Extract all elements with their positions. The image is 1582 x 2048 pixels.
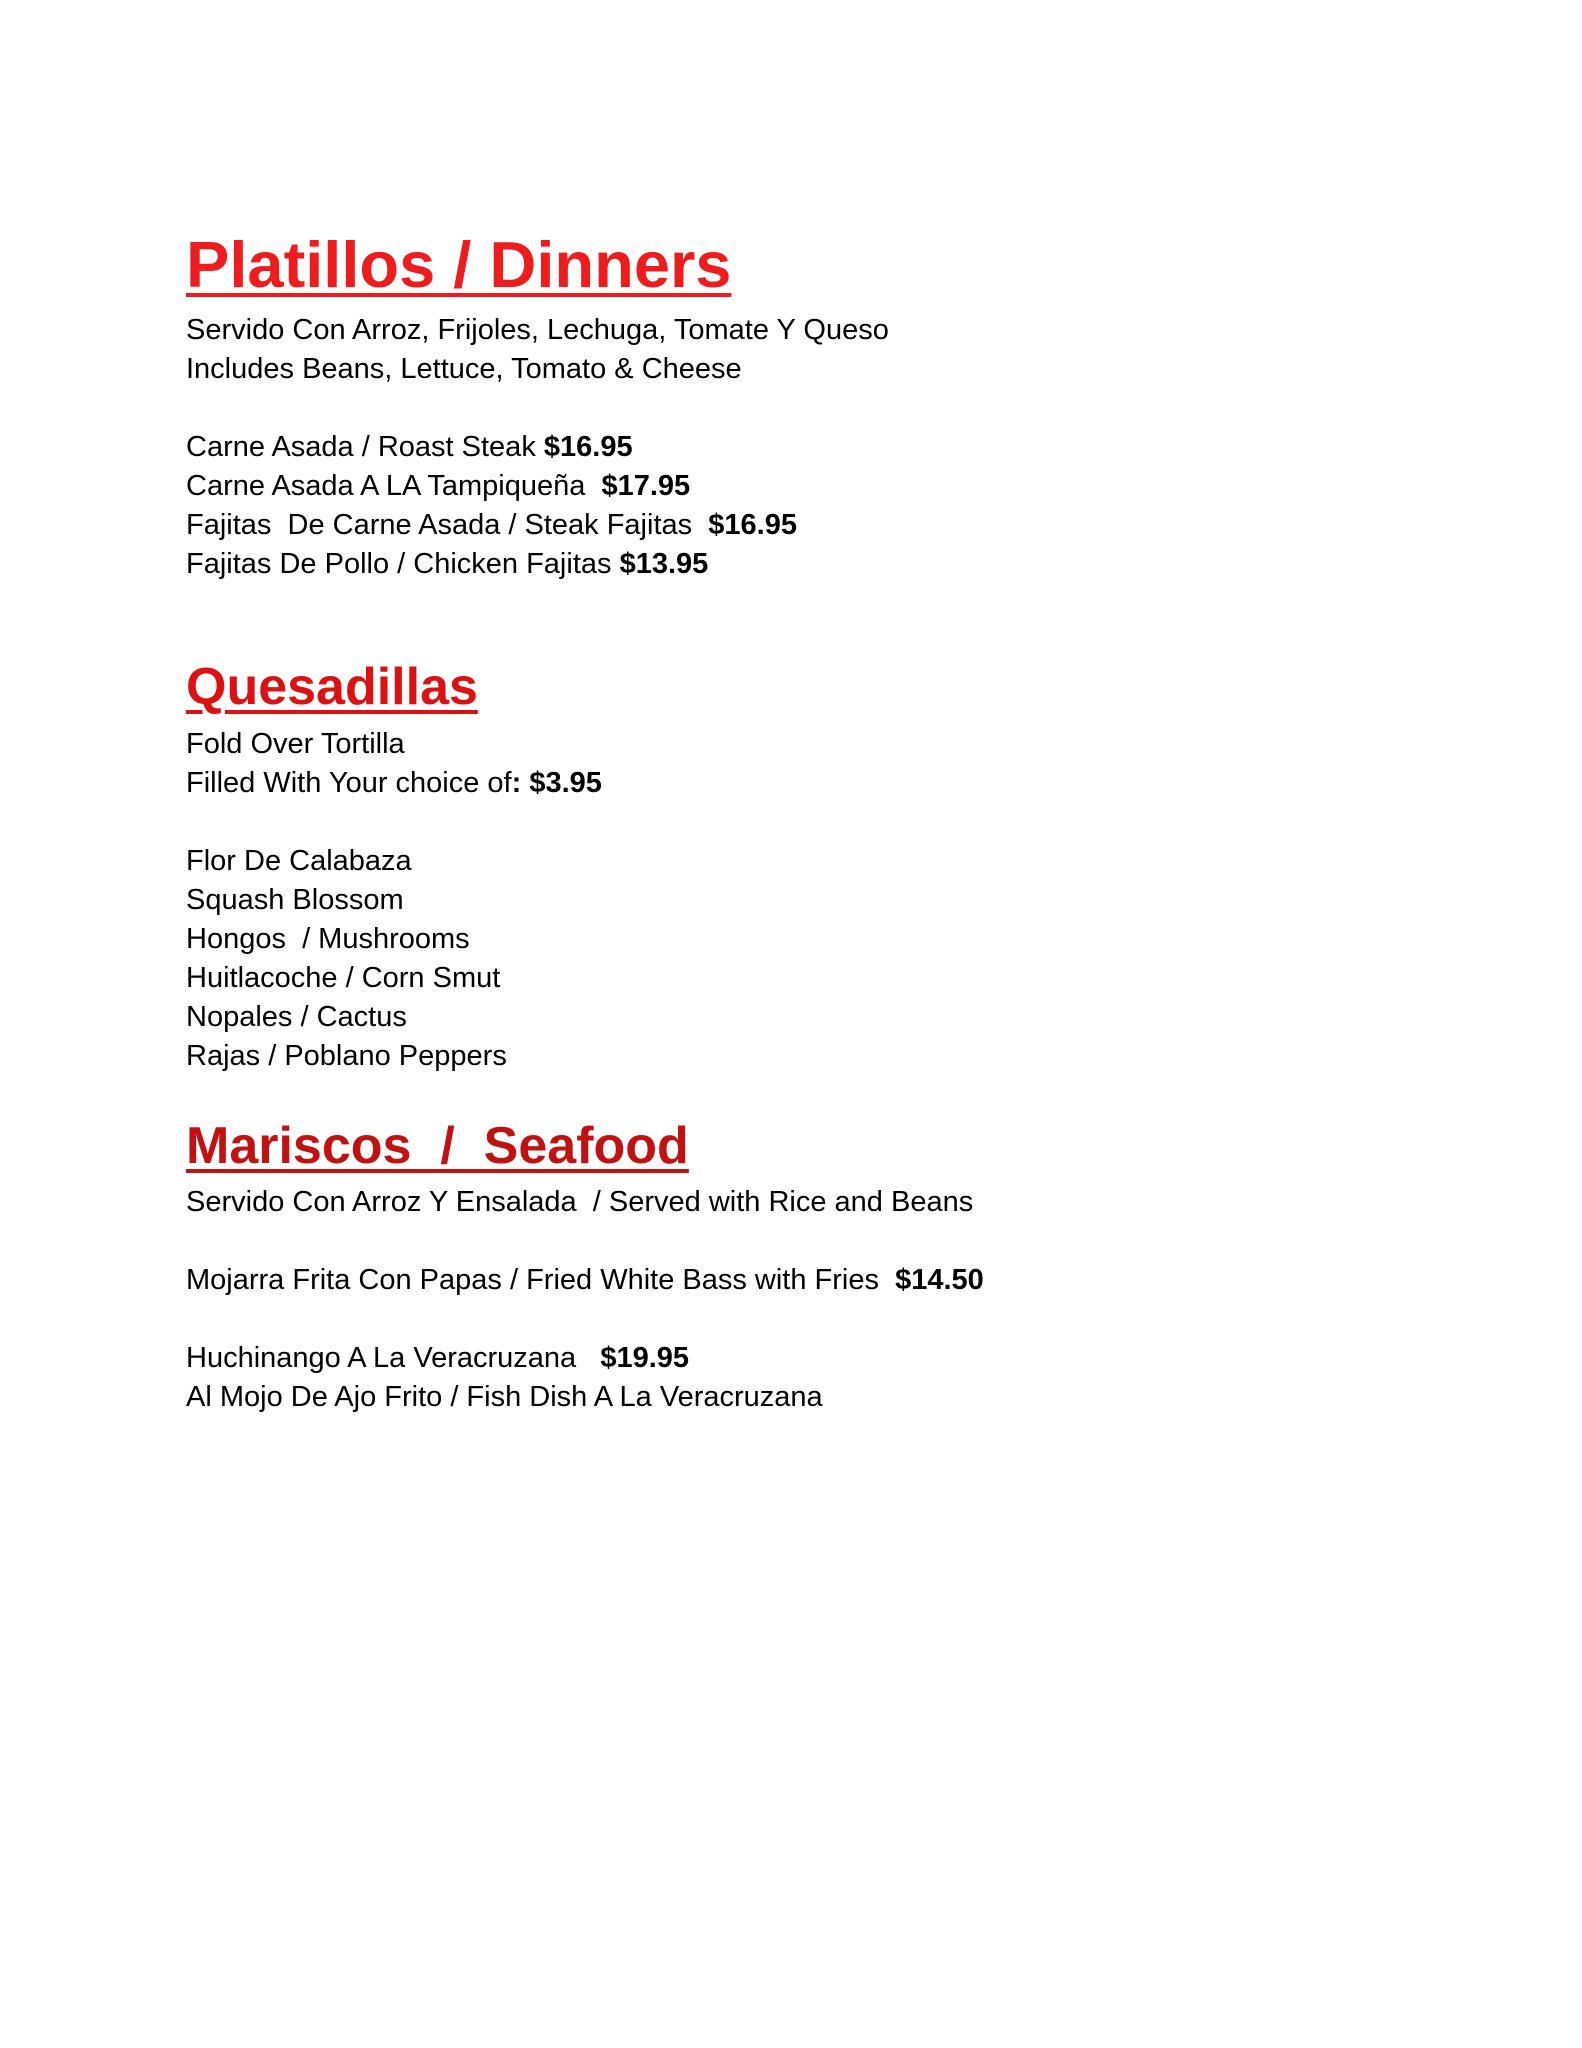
- menu-item: [186, 467, 889, 506]
- dinners-heading: Platillos / Dinners: [186, 228, 732, 301]
- menu-item-name: Carne Asada / Roast Steak: [186, 431, 544, 463]
- filling-item: Rajas / Poblano Peppers: [186, 1040, 507, 1072]
- filling-item: Nopales / Cactus: [186, 1001, 407, 1033]
- menu-item: [186, 545, 889, 584]
- quesadillas-heading: Quesadillas: [186, 658, 478, 716]
- quesadillas-section: [186, 725, 602, 1076]
- quesadillas-choice: [186, 764, 602, 803]
- menu-item: [186, 428, 889, 467]
- dinners-section: [186, 311, 889, 584]
- menu-item: [186, 1261, 984, 1300]
- menu-item-price: $17.95: [601, 470, 691, 502]
- menu-item-name: Carne Asada A LA Tampiqueña: [186, 470, 602, 502]
- filling-item: Squash Blossom: [186, 884, 404, 916]
- seafood-description: Servido Con Arroz Y Ensalada / Served with Rice and Beans: [186, 1186, 974, 1218]
- menu-item-price: $16.95: [708, 509, 797, 541]
- menu-item-price: $16.95: [543, 431, 633, 463]
- menu-item: [186, 506, 889, 545]
- menu-item-price: $13.95: [619, 548, 709, 580]
- filling-item: Flor De Calabaza: [186, 845, 412, 877]
- choice-price: : $3.95: [511, 767, 602, 799]
- menu-item-name: Huchinango A La Veracruzana: [186, 1342, 601, 1374]
- menu-item-price: $14.50: [895, 1264, 984, 1296]
- menu-item-name: Fajitas De Carne Asada / Steak Fajitas: [186, 509, 709, 541]
- menu-item: [186, 1339, 984, 1378]
- dinners-description-english: Includes Beans, Lettuce, Tomato & Cheese: [186, 353, 742, 385]
- menu-item-price: $19.95: [600, 1342, 690, 1374]
- dinners-description-spanish: Servido Con Arroz, Frijoles, Lechuga, Tomate Y Queso: [186, 314, 889, 346]
- seafood-heading: Mariscos / Seafood: [186, 1117, 689, 1175]
- menu-item-name: Fajitas De Pollo / Chicken Fajitas: [186, 548, 620, 580]
- seafood-section: [186, 1183, 984, 1417]
- menu-item-description: Al Mojo De Ajo Frito / Fish Dish A La Veracruzana: [186, 1381, 823, 1413]
- menu-item-name: Mojarra Frita Con Papas / Fried White Bass with Fries: [186, 1264, 896, 1296]
- filling-item: Hongos / Mushrooms: [186, 923, 470, 955]
- choice-label: Filled With Your choice of: [186, 767, 512, 799]
- filling-item: Huitlacoche / Corn Smut: [186, 962, 501, 994]
- quesadillas-description: Fold Over Tortilla: [186, 728, 405, 760]
